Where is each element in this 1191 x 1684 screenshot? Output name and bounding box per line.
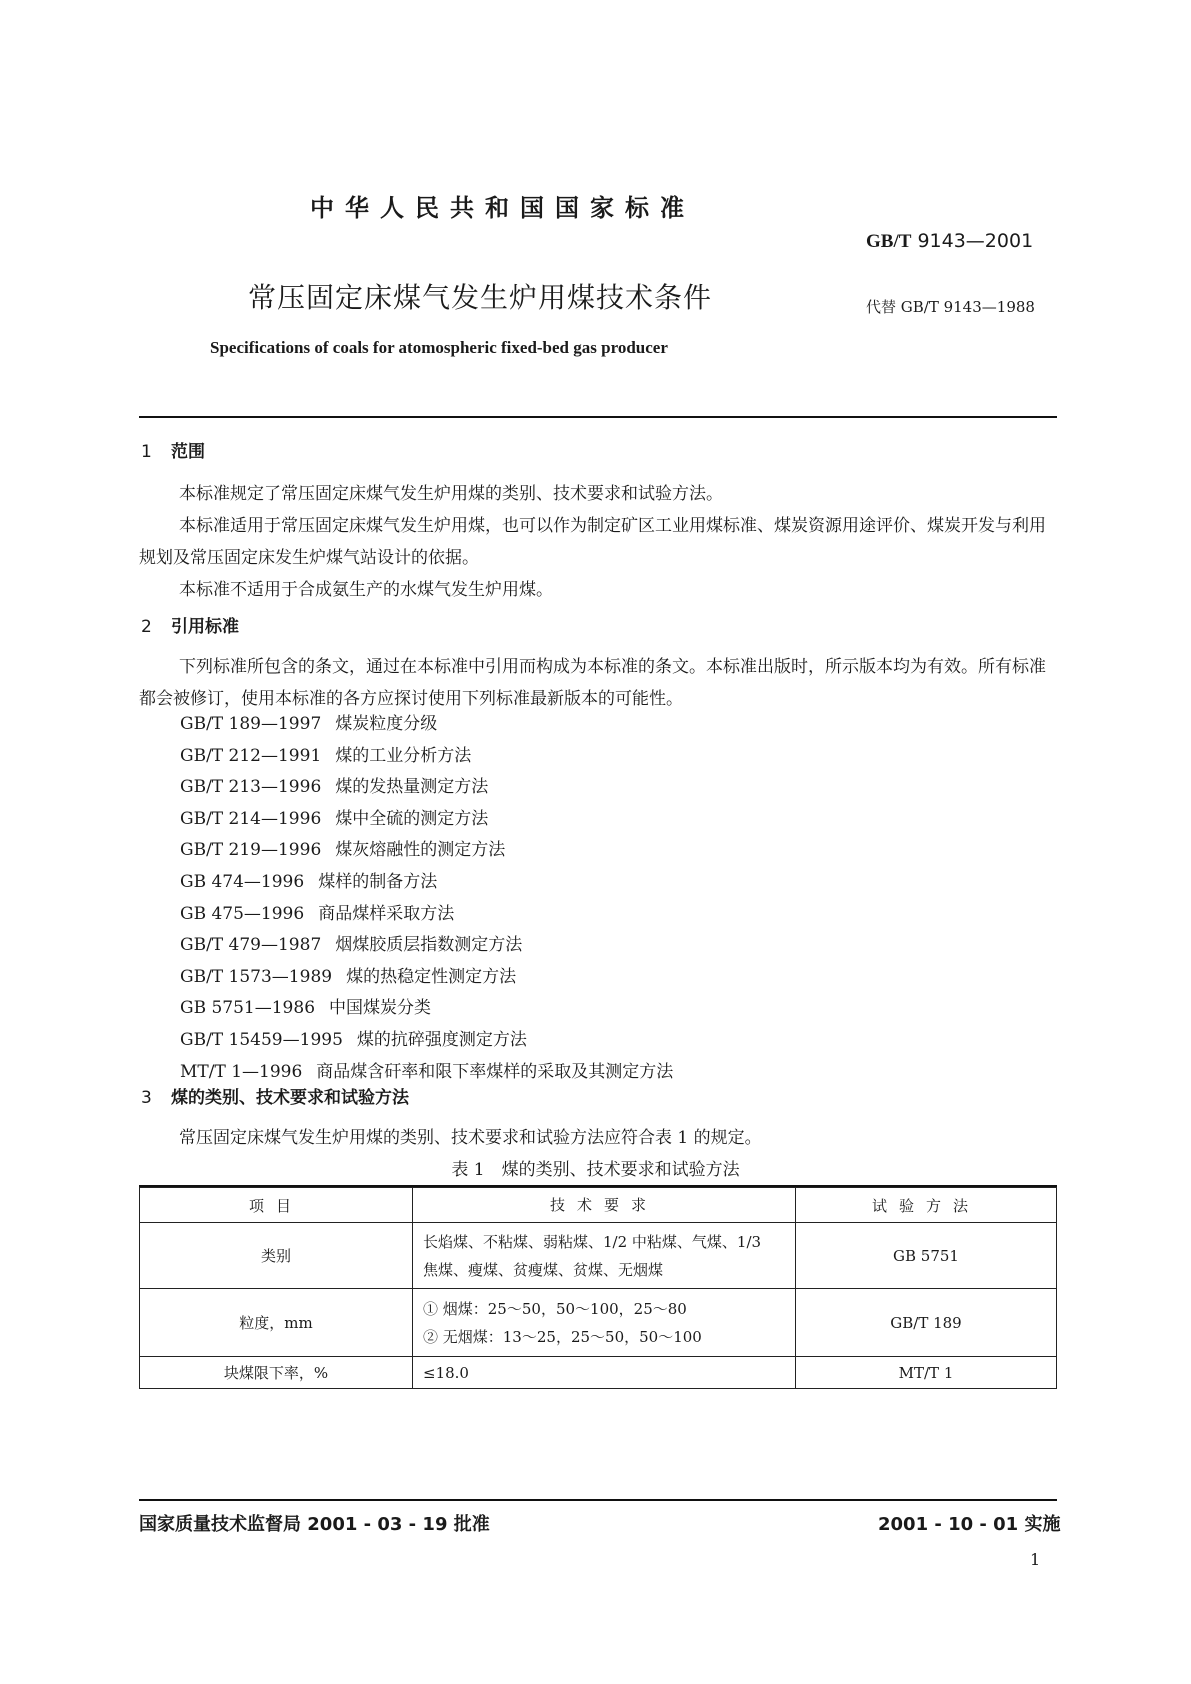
reference-code: GB 5751—1986 [180, 998, 316, 1019]
section-number: 3 [141, 1088, 152, 1108]
paragraph: 本标准适用于常压固定床煤气发生炉用煤，也可以作为制定矿区工业用煤标准、煤炭资源用途评价、煤炭开发与利用规划及常压固定床发生炉煤气站设计的依据。 [139, 516, 1046, 568]
table-cell-item: 粒度，mm [140, 1289, 413, 1357]
reference-item [180, 899, 673, 931]
section-3-body [139, 1122, 1057, 1154]
section-title: 煤的类别、技术要求和试验方法 [171, 1088, 409, 1108]
english-title: Specifications of coals for atomospheric fixed-bed gas producer [210, 338, 668, 357]
table-cell-requirement [413, 1223, 796, 1289]
reference-item [180, 1025, 673, 1057]
reference-name: 中国煤炭分类 [329, 998, 432, 1019]
table-header-cell: 项目 [140, 1188, 413, 1223]
reference-name: 煤炭粒度分级 [335, 714, 438, 734]
reference-name: 煤灰熔融性的测定方法 [335, 840, 506, 861]
paragraph: 常压固定床煤气发生炉用煤的类别、技术要求和试验方法应符合表 1 的规定。 [179, 1128, 762, 1148]
reference-item [180, 930, 673, 962]
table-row [140, 1357, 1057, 1389]
standard-code [866, 230, 1033, 253]
table-row [140, 1289, 1057, 1357]
effective-date: 2001 - 10 - 01 实施 [878, 1514, 1061, 1535]
header-divider [139, 416, 1057, 418]
table-cell-requirement: ≤18.0 [413, 1357, 796, 1389]
reference-code: GB 474—1996 [180, 871, 305, 892]
paragraph: 本标准不适用于合成氨生产的水煤气发生炉用煤。 [179, 580, 553, 600]
reference-name: 煤中全硫的测定方法 [335, 808, 489, 829]
reference-name: 烟煤胶质层指数测定方法 [335, 935, 523, 956]
table-header-row [140, 1188, 1057, 1223]
footer-divider [139, 1499, 1057, 1501]
requirement-line: ② 无烟煤：13～25，25～50，50～100 [423, 1327, 702, 1346]
table-cell-item: 块煤限下率，% [140, 1357, 413, 1389]
reference-name: 煤的热稳定性测定方法 [346, 966, 517, 987]
reference-item [180, 804, 673, 836]
reference-code: GB/T 15459—1995 [180, 1029, 343, 1050]
reference-code: GB/T 212—1991 [180, 745, 322, 766]
table-cell-method: MT/T 1 [796, 1357, 1057, 1389]
page-title: 常压固定床煤气发生炉用煤技术条件 [248, 281, 713, 314]
table-cell-method: GB 5751 [796, 1223, 1057, 1289]
table-cell-requirement [413, 1289, 796, 1357]
requirement-line: ① 烟煤：25～50，50～100，25～80 [423, 1299, 687, 1318]
reference-name: 煤的抗碎强度测定方法 [356, 1029, 527, 1050]
reference-code: GB/T 479—1987 [180, 935, 322, 956]
org-title: 中华人民共和国国家标准 [310, 194, 695, 222]
reference-item [180, 709, 673, 741]
section-title: 范围 [171, 442, 205, 462]
reference-name: 煤样的制备方法 [318, 871, 438, 892]
reference-list [180, 709, 673, 1088]
reference-code: GB/T 219—1996 [180, 840, 322, 861]
reference-item [180, 741, 673, 773]
section-1-heading [141, 437, 205, 462]
standard-code-prefix: GB/T [866, 231, 912, 252]
section-3-heading [141, 1083, 409, 1108]
reference-name: 商品煤含矸率和限下率煤样的采取及其测定方法 [316, 1061, 674, 1082]
reference-code: GB/T 1573—1989 [180, 966, 333, 987]
replaces-note: 代替 GB/T 9143—1988 [866, 298, 1035, 316]
spec-table [139, 1187, 1057, 1389]
reference-name: 煤的发热量测定方法 [335, 777, 489, 798]
reference-name: 煤的工业分析方法 [335, 745, 472, 766]
section-title: 引用标准 [171, 617, 239, 637]
requirement-line: 焦煤、瘦煤、贫瘦煤、贫煤、无烟煤 [423, 1260, 664, 1279]
section-1-body [139, 478, 1057, 606]
table-header-cell: 技术要求 [413, 1188, 796, 1223]
section-2-body [139, 651, 1057, 715]
table-caption: 表 1 煤的类别、技术要求和试验方法 [451, 1160, 740, 1180]
reference-code: MT/T 1—1996 [180, 1061, 303, 1082]
reference-code: GB 475—1996 [180, 903, 305, 924]
reference-code: GB/T 214—1996 [180, 808, 322, 829]
standard-code-number: 9143—2001 [917, 230, 1034, 252]
requirement-line: 长焰煤、不粘煤、弱粘煤、1/2 中粘煤、气煤、1/3 [423, 1232, 762, 1251]
reference-name: 商品煤样采取方法 [318, 903, 455, 924]
section-2-heading [141, 612, 239, 637]
section-number: 1 [141, 442, 152, 462]
table-row [140, 1223, 1057, 1289]
paragraph: 下列标准所包含的条文，通过在本标准中引用而构成为本标准的条文。本标准出版时，所示版本均为有效。所有标准都会被修订，使用本标准的各方应探讨使用下列标准最新版本的可能性。 [139, 657, 1046, 709]
approval-note: 国家质量技术监督局 2001 - 03 - 19 批准 [139, 1514, 490, 1535]
table-cell-item: 类别 [140, 1223, 413, 1289]
section-number: 2 [141, 617, 152, 637]
paragraph: 本标准规定了常压固定床煤气发生炉用煤的类别、技术要求和试验方法。 [179, 484, 723, 504]
reference-item [180, 962, 673, 994]
reference-item [180, 772, 673, 804]
reference-code: GB/T 189—1997 [180, 714, 322, 734]
table-cell-method: GB/T 189 [796, 1289, 1057, 1357]
table-header-cell: 试验方法 [796, 1188, 1057, 1223]
reference-item [180, 835, 673, 867]
page-number: 1 [1030, 1550, 1041, 1569]
reference-item [180, 993, 673, 1025]
reference-item [180, 867, 673, 899]
reference-code: GB/T 213—1996 [180, 777, 322, 798]
